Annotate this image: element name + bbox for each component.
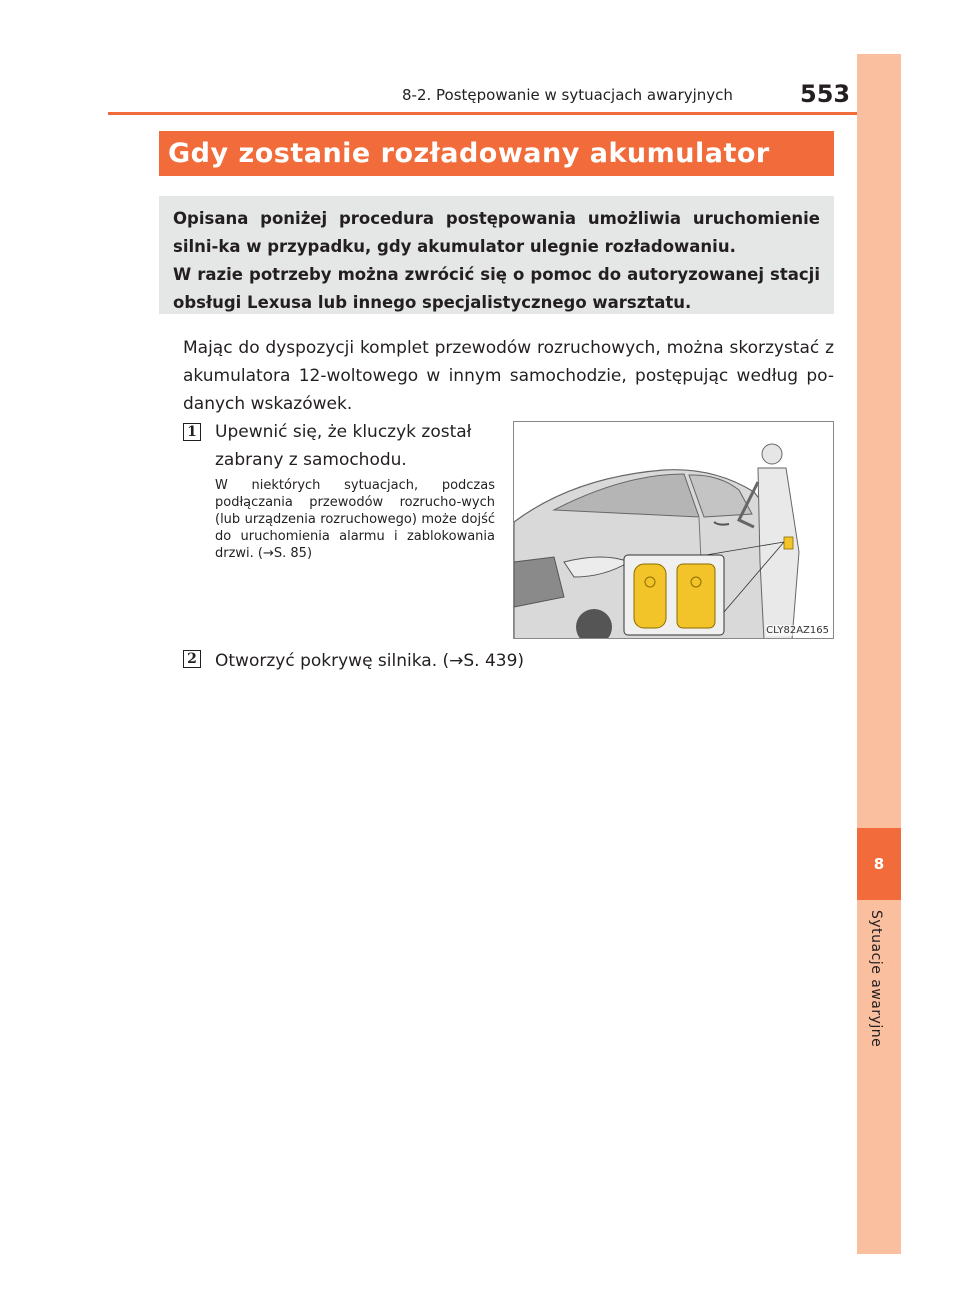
step-2-number: 2: [183, 650, 201, 668]
step-2-text: Otworzyć pokrywę silnika. (→S. 439): [215, 651, 525, 671]
step-1-number: 1: [183, 423, 201, 441]
step-1-text: Upewnić się, że kluczyk został zabrany z samochodu.: [215, 422, 472, 470]
illustration-code: CLY82AZ165: [766, 625, 829, 636]
body-paragraph: [183, 334, 834, 418]
intro-box: [159, 196, 834, 314]
header-divider: [108, 112, 857, 115]
intro-paragraph-2: W razie potrzeby można zwrócić się o pomoc do autoryzowanej stacji obsługi Lexusa lub innego specjalistycznego warsztatu.: [173, 265, 820, 312]
chapter-number-tab: 8: [857, 828, 901, 900]
intro-paragraph-1: Opisana poniżej procedura postępowania umożliwia uruchomienie silni-ka w przypadku, gdy akumulator ulegnie rozładowaniu.: [173, 209, 820, 256]
car-illustration-svg: [514, 422, 834, 639]
step-1-note: W niektórych sytuacjach, podczas podłączania przewodów rozrucho-wych (lub urządzenia rozruchowego) może dojść do uruchomienia alarmu i zablokowania drzwi. (→S. 85): [215, 478, 495, 561]
page-title: Gdy zostanie rozładowany akumulator: [159, 131, 834, 176]
body-text: Mając do dyspozycji komplet przewodów rozruchowych, można skorzystać z akumulatora 12-woltowego w innym samochodzie, postępując według po-danych wskazówek.: [183, 338, 834, 414]
car-key-illustration: [513, 421, 834, 639]
side-tab-strip: [857, 54, 901, 1254]
page-number: 553: [800, 80, 851, 108]
header-section-title: 8-2. Postępowanie w sytuacjach awaryjnych: [402, 86, 733, 104]
chapter-title-vertical: Sytuacje awaryjne: [868, 910, 884, 1048]
